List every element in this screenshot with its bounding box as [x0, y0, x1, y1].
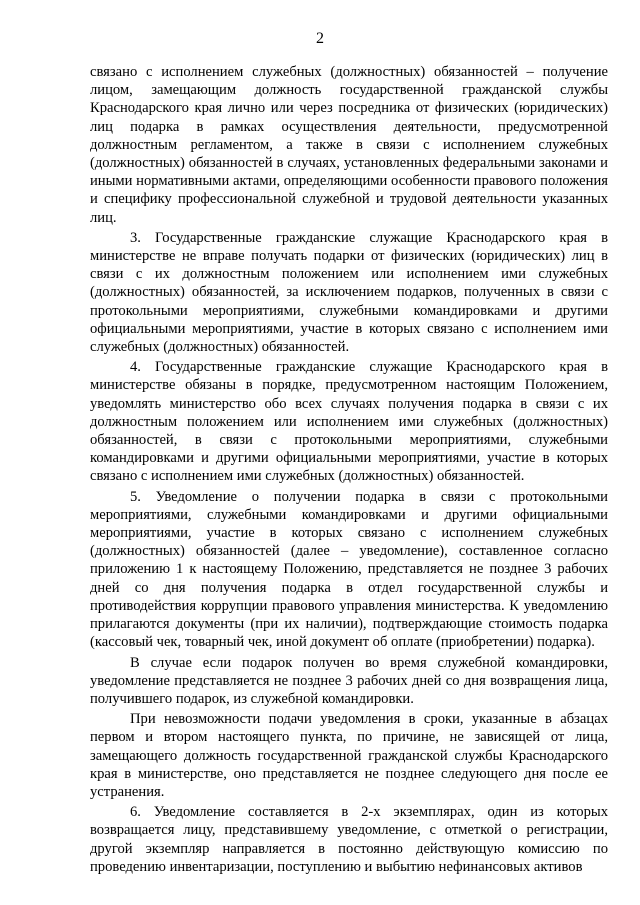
- paragraph-item-5-impossibility: При невозможности подачи уведомления в сроки, указанные в абзацах первом и втором настоящего пункта, по причине, не зависящей от лица, замещающего должность государственной гражданской службы Краснодарского края в министерстве, оно представляется не позднее следующего дня после ее устранения.: [90, 711, 608, 800]
- paragraph-item-5: 5. Уведомление о получении подарка в связи с протокольными мероприятиями, служебными командировками и другими официальными мероприятиями, участие в которых связано с исполнением служебных (должностных) обязанностей (далее – уведомление), составленное согласно приложению 1 к настоящему Положению, представляется не позднее 3 рабочих дней со дня получения подарка в отдел государственной службы и противодействия коррупции правового управления министерства. К уведомлению прилагаются документы (при их наличии), подтверждающие стоимость подарка (кассовый чек, товарный чек, иной документ об оплате (приобретении) подарка).: [90, 488, 608, 651]
- document-body: [90, 63, 608, 876]
- page-number: 2: [316, 30, 324, 47]
- paragraph-item-6: 6. Уведомление составляется в 2-х экземплярах, один из которых возвращается лицу, представившему уведомление, с отметкой о регистрации, другой экземпляр направляется в постоянно действующую комиссию по проведению инвентаризации, поступлению и выбытию нефинансовых активов: [90, 804, 608, 875]
- paragraph-continuation: связано с исполнением служебных (должностных) обязанностей – получение лицом, замещающим должность государственной гражданской службы Краснодарского края лично или через посредника от физических (юридических) лиц подарка в рамках осуществления деятельности, предусмотренной должностным регламентом, а также в связи с исполнением служебных (должностных) обязанностей в случаях, установленных федеральными законами и иными нормативными актами, определяющими особенности правового положения и специфику профессиональной служебной и трудовой деятельности указанных лиц.: [90, 64, 608, 226]
- paragraph-item-4: 4. Государственные гражданские служащие Краснодарского края в министерстве обязаны в порядке, предусмотренном настоящим Положением, уведомлять министерство обо всех случаях получения подарка в связи с их должностным положением или исполнением ими служебных (должностных) обязанностей, в связи с протокольными мероприятиями, служебными командировками и другими официальными мероприятиями, участие в которых связано с исполнением ими служебных (должностных) обязанностей.: [90, 359, 608, 485]
- paragraph-item-3: 3. Государственные гражданские служащие Краснодарского края в министерстве не вправе получать подарки от физических (юридических) лиц в связи с их должностным положением или исполнением ими служебных (должностных) обязанностей, за исключением подарков, полученных в связи с протокольными мероприятиями, служебными командировками и другими официальными мероприятиями, участие в которых связано с исполнением ими служебных (должностных) обязанностей.: [90, 229, 608, 356]
- paragraph-item-5-business-trip: В случае если подарок получен во время служебной командировки, уведомление представляется не позднее 3 рабочих дней со дня возвращения лица, получившего подарок, из служебной командировки.: [90, 654, 608, 707]
